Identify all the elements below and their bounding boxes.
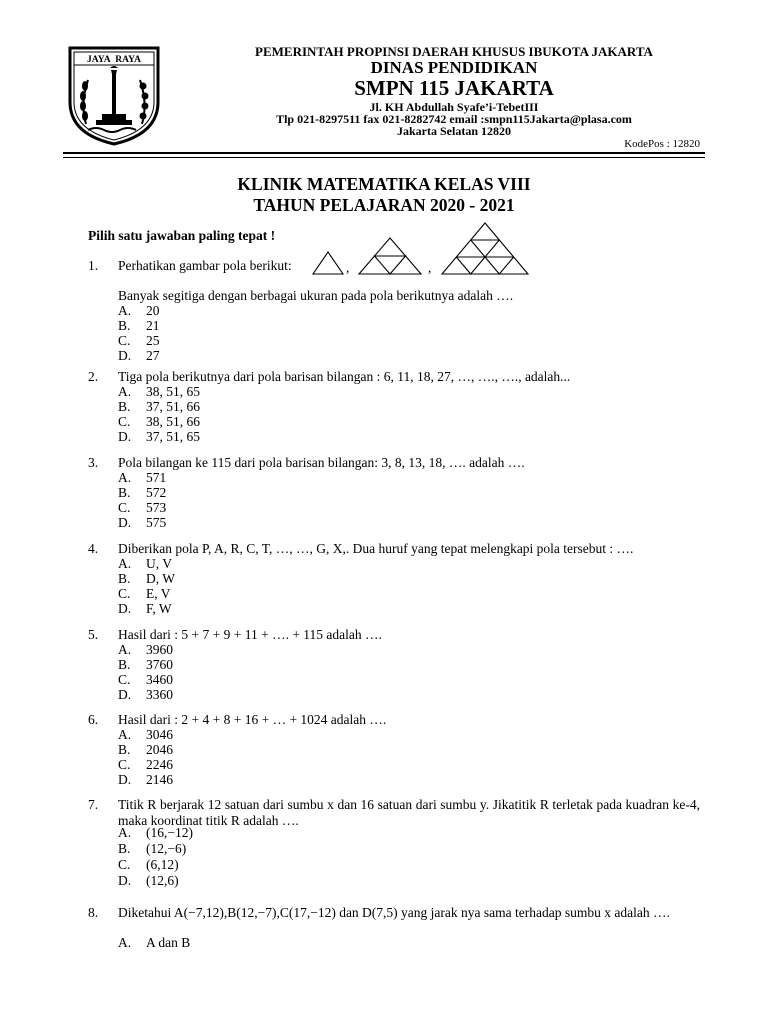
triangle-pattern-figure: [0, 222, 768, 282]
question-text-continued: Banyak segitiga dengan berbagai ukuran pada pola berikutnya adalah ….: [118, 288, 514, 303]
option-b[interactable]: B. 21: [118, 318, 160, 333]
school-city: Jakarta Selatan 12820: [397, 124, 511, 138]
postal-code: KodePos : 12820: [624, 138, 700, 150]
option-b[interactable]: B. (12,−6): [118, 841, 187, 856]
option-d[interactable]: D. 575: [118, 515, 167, 530]
question-text: Hasil dari : 5 + 7 + 9 + 11 + …. + 115 adalah ….: [118, 627, 382, 642]
option-d[interactable]: D. 2146: [118, 772, 173, 787]
option-d[interactable]: D. F, W: [118, 601, 172, 616]
option-a[interactable]: A. 20: [118, 303, 160, 318]
option-c[interactable]: C. (6,12): [118, 857, 179, 872]
option-d[interactable]: D. 3360: [118, 687, 173, 702]
question-number: 2.: [88, 369, 99, 384]
letterhead-divider-thin: [63, 157, 705, 158]
doc-title: KLINIK MATEMATIKA KELAS VIII: [237, 174, 531, 194]
option-a[interactable]: A. A dan B: [118, 935, 191, 950]
option-d[interactable]: D. 27: [118, 348, 160, 363]
question-number: 6.: [88, 712, 99, 727]
figure-separator: ,: [346, 260, 350, 275]
option-c[interactable]: C. 38, 51, 66: [118, 414, 200, 429]
jaya-raya-logo: [66, 44, 162, 146]
school-name: SMPN 115 JAKARTA: [354, 76, 554, 100]
question-number: 8.: [88, 905, 99, 920]
question-number: 4.: [88, 541, 99, 556]
gov-name: PEMERINTAH PROPINSI DAERAH KHUSUS IBUKOTA JAKARTA: [255, 44, 653, 59]
option-d[interactable]: D. (12,6): [118, 873, 179, 888]
option-b[interactable]: B. 3760: [118, 657, 173, 672]
option-c[interactable]: C. 573: [118, 500, 167, 515]
question-text: Hasil dari : 2 + 4 + 8 + 16 + … + 1024 adalah ….: [118, 712, 387, 727]
figure-separator: ,: [428, 260, 432, 275]
question-number: 7.: [88, 797, 99, 812]
option-c[interactable]: C. 25: [118, 333, 160, 348]
option-c[interactable]: C. 2246: [118, 757, 173, 772]
department-name: DINAS PENDIDIKAN: [370, 58, 538, 77]
svg-text:JAYA RAYA: JAYA RAYA: [86, 55, 142, 65]
option-b[interactable]: B. 2046: [118, 742, 173, 757]
option-a[interactable]: A. (16,−12): [118, 825, 193, 840]
question-text: Perhatikan gambar pola berikut:: [118, 258, 292, 273]
option-b[interactable]: B. D, W: [118, 571, 175, 586]
option-b[interactable]: B. 37, 51, 66: [118, 399, 200, 414]
school-contact: Tlp 021-8297511 fax 021-8282742 email :smpn115Jakarta@plasa.com: [276, 112, 632, 126]
option-a[interactable]: A. 571: [118, 470, 167, 485]
doc-subtitle: TAHUN PELAJARAN 2020 - 2021: [253, 195, 515, 215]
option-b[interactable]: B. 572: [118, 485, 167, 500]
option-a[interactable]: A. 3046: [118, 727, 173, 742]
option-c[interactable]: C. 3460: [118, 672, 173, 687]
question-text: Diberikan pola P, A, R, C, T, …, …, G, X,. Dua huruf yang tepat melengkapi pola tersebut : ….: [118, 541, 634, 556]
option-a[interactable]: A. 38, 51, 65: [118, 384, 200, 399]
question-text: Diketahui A(−7,12),B(12,−7),C(17,−12) dan D(7,5) yang jarak nya sama terhadap sumbu x adalah ….: [118, 905, 670, 920]
question-number: 1.: [88, 258, 99, 273]
question-text: Titik R berjarak 12 satuan dari sumbu x dan 16 satuan dari sumbu y. Jikatitik R terletak pada kuadran ke-4, maka koordinat titik R adalah ….: [118, 797, 700, 828]
option-a[interactable]: A. U, V: [118, 556, 173, 571]
option-a[interactable]: A. 3960: [118, 642, 173, 657]
option-c[interactable]: C. E, V: [118, 586, 171, 601]
instruction: Pilih satu jawaban paling tepat !: [88, 228, 276, 243]
question-number: 5.: [88, 627, 99, 642]
question-text: Tiga pola berikutnya dari pola barisan bilangan : 6, 11, 18, 27, …, …., …., adalah...: [118, 369, 571, 384]
school-address: Jl. KH Abdullah Syafe’i-TebetIII: [369, 100, 539, 114]
question-number: 3.: [88, 455, 99, 470]
option-d[interactable]: D. 37, 51, 65: [118, 429, 200, 444]
letterhead-divider-thick: [63, 152, 705, 154]
question-text: Pola bilangan ke 115 dari pola barisan bilangan: 3, 8, 13, 18, …. adalah ….: [118, 455, 525, 470]
